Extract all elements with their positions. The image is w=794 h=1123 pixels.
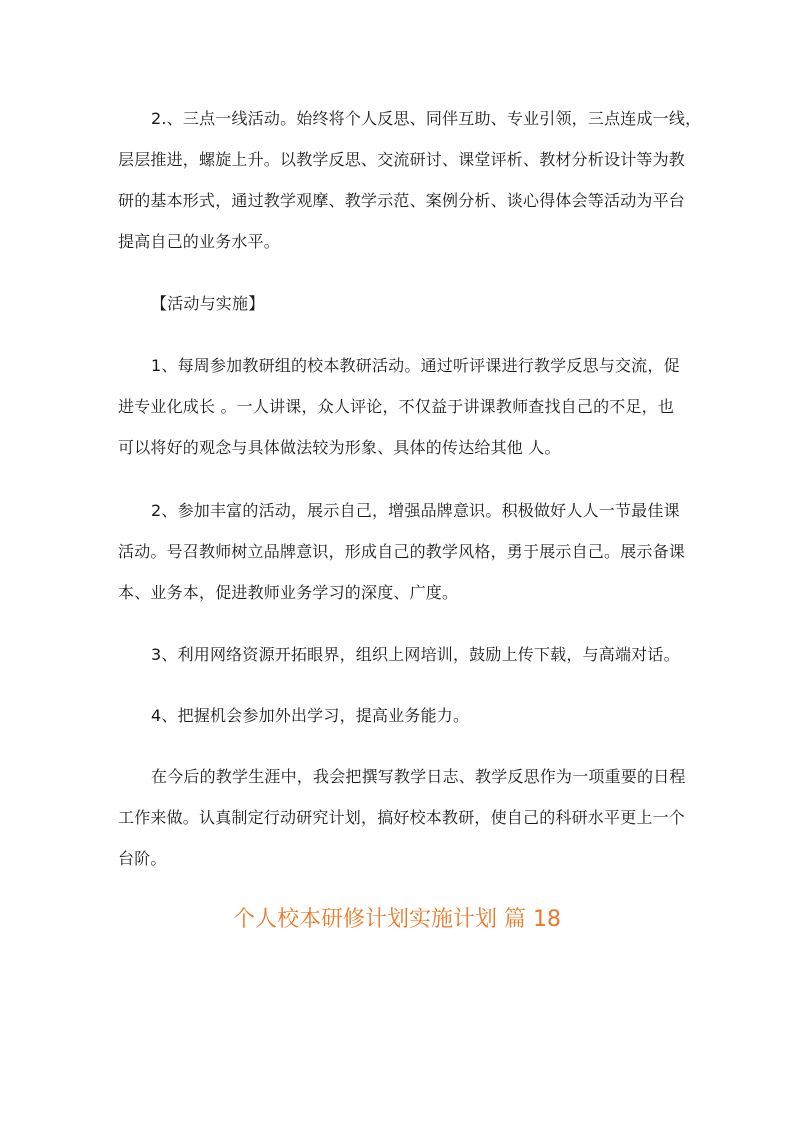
section-heading: 个人校本研修计划实施计划 篇 18 [233, 907, 561, 932]
paragraph-three-point-activity [118, 98, 702, 262]
paragraph-item-2 [118, 490, 686, 613]
text-line: 层层推进，螺旋上升。以教学反思、交流研讨、课堂评析、教材分析设计等为教 [118, 150, 686, 169]
text-line: 1、每周参加教研组的校本教研活动。通过听评课进行教学反思与交流，促 [151, 356, 680, 375]
text-line: 4、把握机会参加外出学习，提高业务能力。 [151, 706, 470, 725]
section-label-activities [118, 283, 678, 324]
text-line: 可以将好的观念与具体做法较为形象、具体的传达给其他 人。 [118, 438, 561, 457]
text-line: 进专业化成长 。一人讲课，众人评论，不仅益于讲课教师查找自己的不足，也 [118, 397, 675, 416]
paragraph-item-1 [118, 345, 678, 468]
text-line: 3、利用网络资源开拓眼界，组织上网培训，鼓励上传下载，与高端对话。 [151, 645, 680, 664]
text-line: 研的基本形式，通过教学观摩、教学示范、案例分析、谈心得体会等活动为平台 [118, 191, 686, 210]
paragraph-item-4 [118, 695, 678, 736]
text-line: 工作来做。认真制定行动研究计划，搞好校本教研，使自己的科研水平更上一个 [118, 808, 686, 827]
text-line: 本、业务本，促进教师业务学习的深度、广度。 [118, 583, 459, 602]
text-line: 2.、三点一线活动。始终将个人反思、同伴互助、专业引领，三点连成一线， [151, 109, 702, 128]
paragraph-conclusion [118, 756, 686, 879]
text-line: 活动。号召教师树立品牌意识，形成自己的教学风格，勇于展示自己。展示备课 [118, 542, 686, 561]
text-line: 2、参加丰富的活动，展示自己，增强品牌意识。积极做好人人一节最佳课 [151, 501, 680, 520]
paragraph-item-3 [118, 634, 678, 675]
text-line: 在今后的教学生涯中，我会把撰写教学日志、教学反思作为一项重要的日程 [151, 767, 686, 786]
text-line: 【活动与实施】 [151, 294, 265, 313]
text-line: 台阶。 [118, 849, 167, 868]
text-line: 提高自己的业务水平。 [118, 232, 281, 251]
